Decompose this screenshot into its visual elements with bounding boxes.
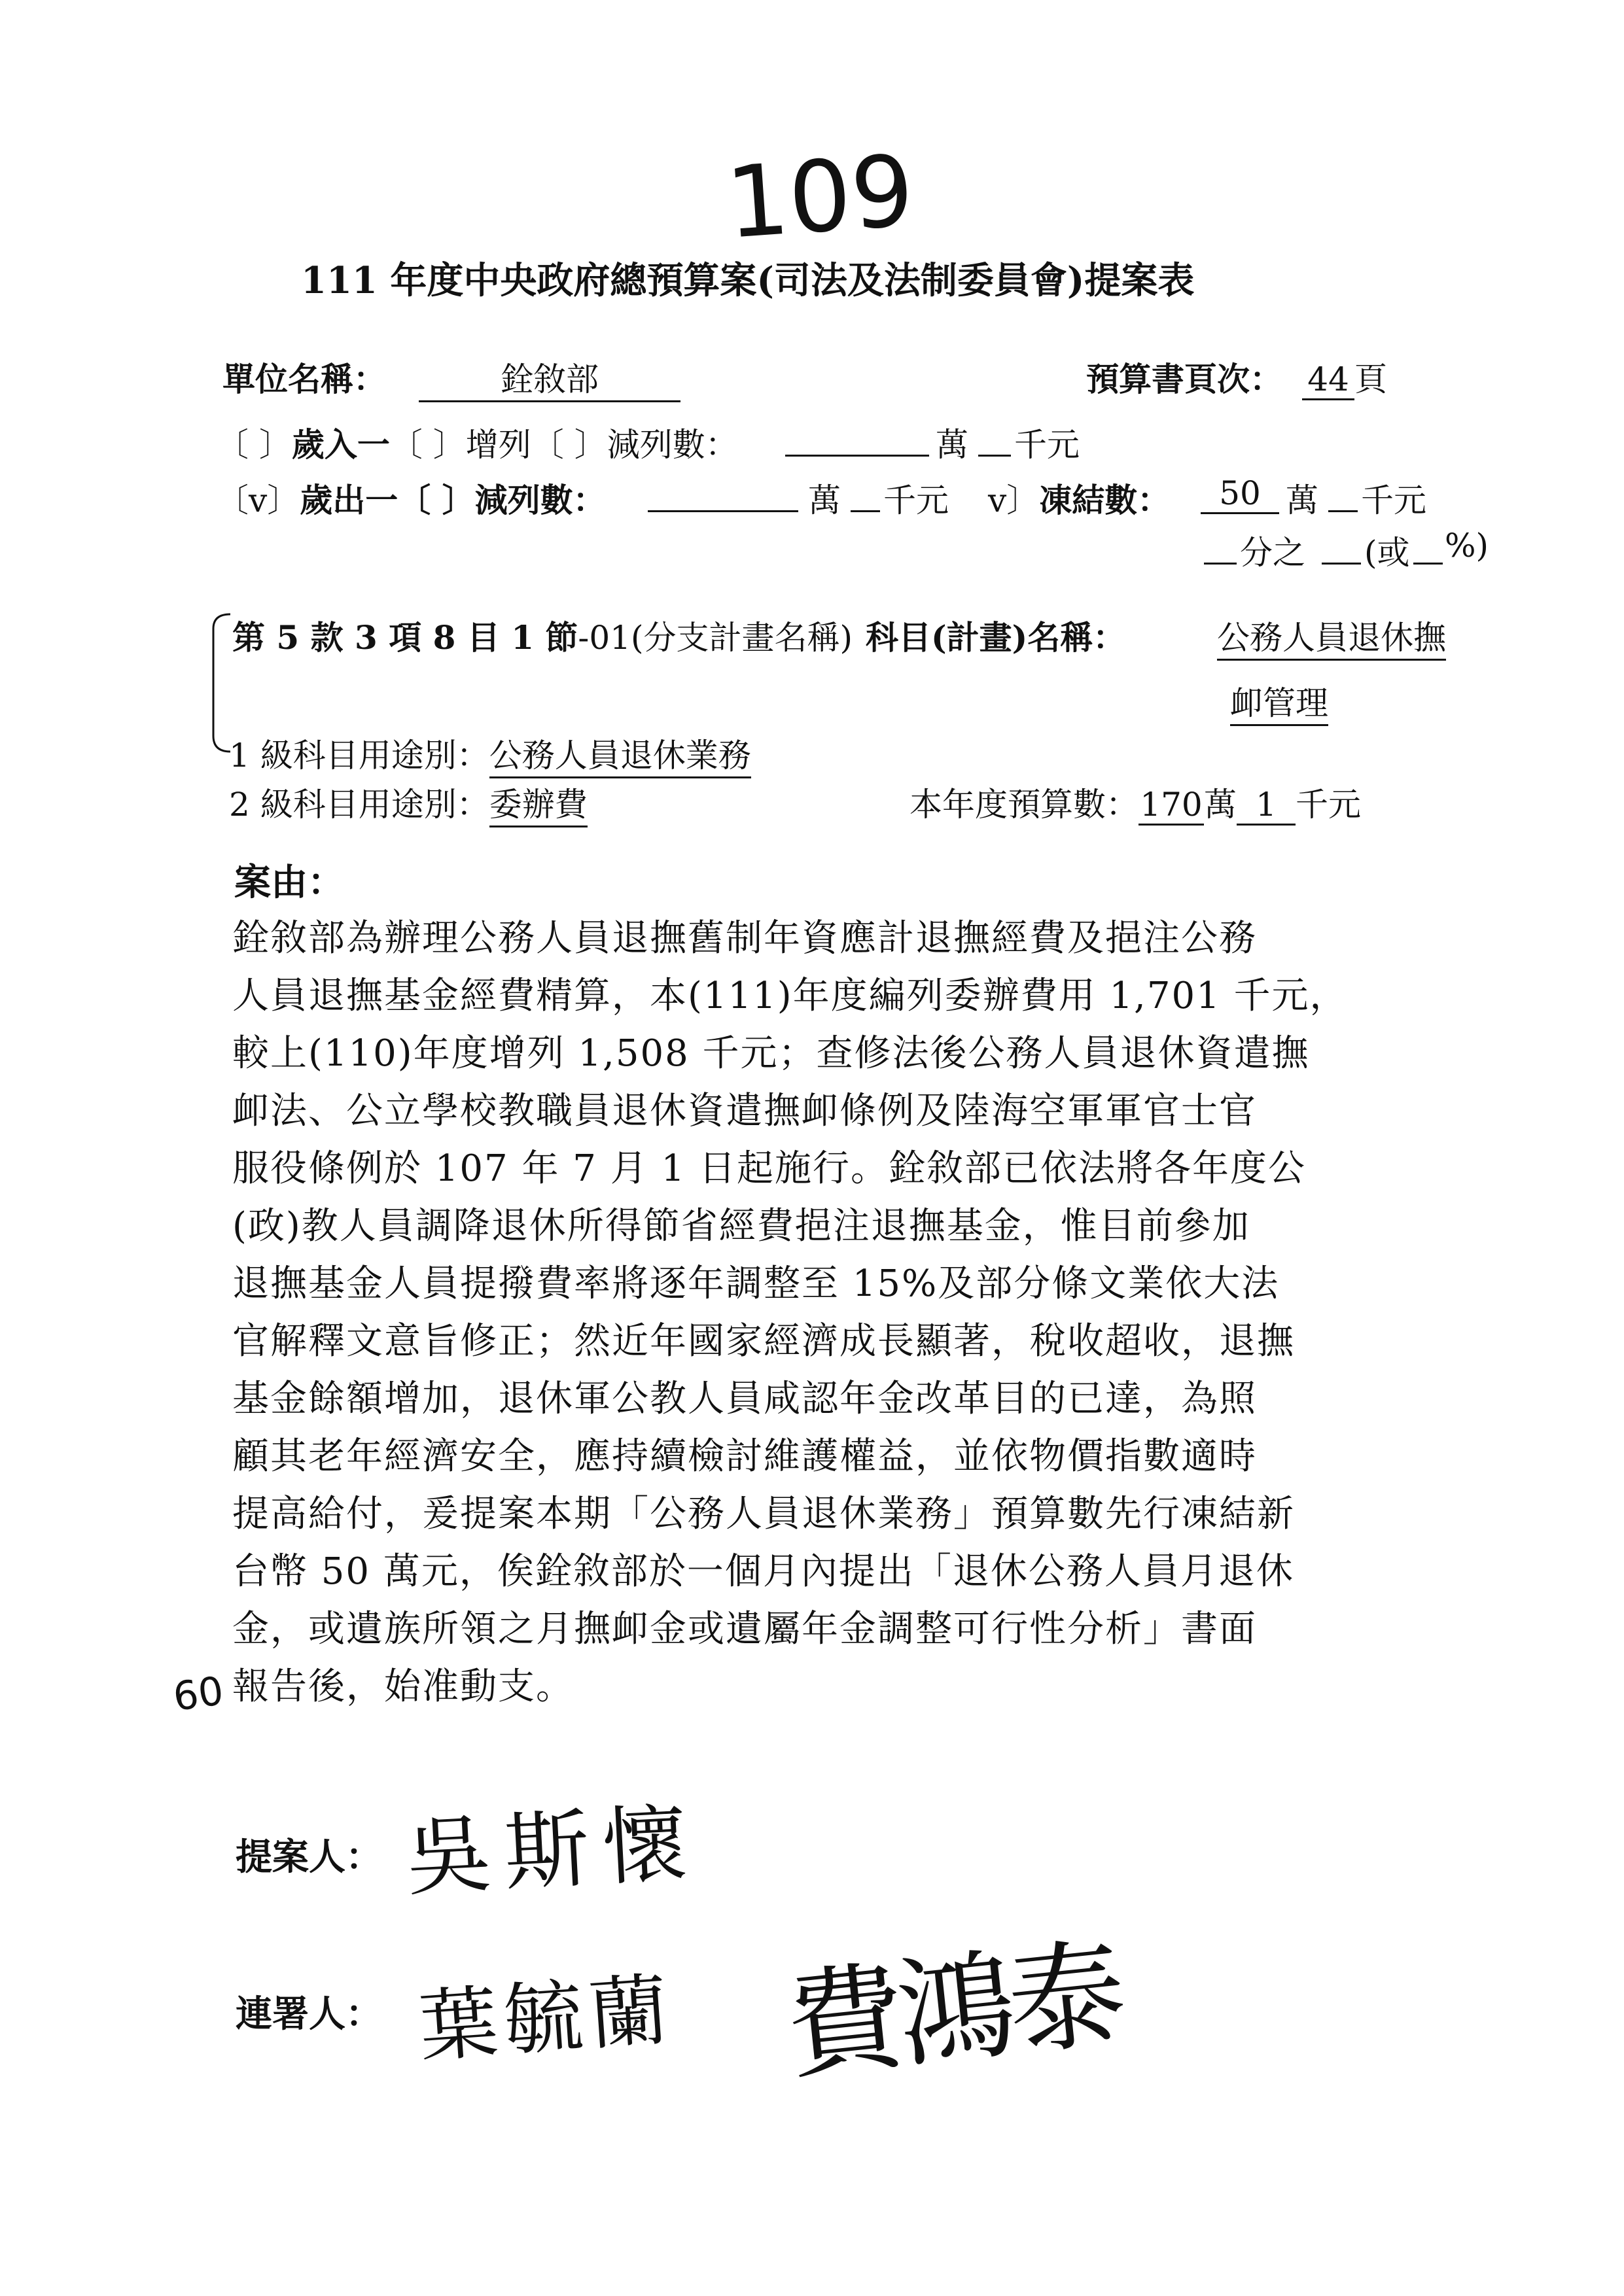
revenue-box: 〔 〕 [216,426,292,464]
reason-line: 服役條例於 107 年 7 月 1 日起施行。銓敘部已依法將各年度公 [232,1147,1306,1190]
reason-line: 人員退撫基金經費精算，本(111)年度編列委辦費用 1,701 千元， [232,975,1348,1017]
reason-line: 台幣 50 萬元，俟銓敘部於一個月內提出「退休公務人員月退休 [232,1550,1294,1593]
margin-note: 60 [170,1668,226,1720]
expense-box: 〔v〕 [216,481,300,519]
level2-label: 2 級科目用途別： [229,786,489,824]
cosigner-signature-1: 葉毓蘭 [416,1964,678,2074]
annual-budget-wan: 萬 [1204,786,1237,824]
expense-qian: 千元 [883,481,949,519]
level1-label: 1 級科目用途別： [229,737,489,774]
reason-line: 卹法、公立學校教職員退休資遣撫卹條例及陸海空軍軍官士官 [232,1090,1257,1132]
account-name-label: 科目(計畫)名稱： [865,618,1126,657]
expense-label: 歲出一 [300,481,398,519]
cosigner-label: 連署人： [236,1992,382,2036]
level1-value: 公務人員退休業務 [489,729,751,778]
revenue-label: 歲入一 [291,425,390,464]
fraction-huo: (或 [1364,534,1410,572]
expense-wan: 萬 [808,481,841,519]
account-name-value-2: 卹管理 [1230,677,1328,726]
account-code: 第 5 款 3 項 8 目 1 節 [232,618,578,657]
fraction-pct: %) [1445,527,1489,565]
expense-decrease: 〔 〕減列數： [398,481,606,519]
freeze-mark: v〕 [988,481,1040,519]
reason-line: 官解釋文意旨修正；然近年國家經濟成長顯著，稅收超收，退撫 [232,1320,1295,1363]
handwritten-number: 109 [722,134,918,261]
reason-line: 報告後，始准動支。 [232,1665,574,1708]
revenue-wan: 萬 [936,426,968,464]
account-suffix: -01(分支計畫名稱) [578,619,853,657]
reason-label: 案由： [234,861,344,904]
proposer-signature: 吳斯懷 [403,1793,703,1908]
annual-budget-label: 本年度預算數： [909,786,1139,824]
unit-label: 單位名稱： [222,360,386,398]
reason-line: 基金餘額增加，退休軍公教人員咸認年金改革目的已達，為照 [232,1378,1257,1420]
freeze-qian: 千元 [1361,481,1426,519]
revenue-decrease: 〔 〕減列數： [531,426,738,464]
annual-budget-qian-value: 1 [1237,786,1296,826]
budget-page-value: 44 [1302,360,1354,400]
fraction-fen: 分之 [1240,534,1305,572]
annual-budget-wan-value: 170 [1139,786,1204,826]
freeze-wan: 萬 [1286,481,1318,519]
reason-line: (政)教人員調降退休所得節省經費挹注退撫基金，惟目前參加 [232,1205,1250,1247]
budget-page-unit: 頁 [1354,360,1387,398]
reason-line: 金，或遺族所領之月撫卹金或遺屬年金調整可行性分析」書面 [232,1608,1257,1650]
level2-value: 委辦費 [489,778,588,827]
proposer-label: 提案人： [236,1835,382,1879]
budget-page-label: 預算書頁次： [1086,360,1282,398]
form-title: 111 年度中央政府總預算案(司法及法制委員會)提案表 [301,259,1195,302]
freeze-value: 50 [1201,474,1279,514]
reason-line: 銓敘部為辦理公務人員退撫舊制年資應計退撫經費及挹注公務 [232,917,1257,960]
annual-budget-qian: 千元 [1296,786,1361,824]
revenue-increase: 〔 〕增列 [389,426,531,464]
cosigner-signature-2: 費鴻泰 [780,1925,1127,2096]
reason-line: 較上(110)年度增列 1,508 千元；查修法後公務人員退休資遣撫 [232,1032,1310,1075]
account-name-value-1: 公務人員退休撫 [1217,612,1446,661]
reason-line: 提高給付，爰提案本期「公務人員退休業務」預算數先行凍結新 [232,1493,1295,1535]
reason-line: 顧其老年經濟安全，應持續檢討維護權益，並依物價指數適時 [232,1435,1257,1478]
unit-value: 銓敘部 [419,353,680,402]
reason-line: 退撫基金人員提撥費率將逐年調整至 15%及部分條文業依大法 [232,1262,1280,1305]
revenue-qian: 千元 [1014,426,1080,464]
freeze-label: 凍結數： [1039,481,1171,519]
